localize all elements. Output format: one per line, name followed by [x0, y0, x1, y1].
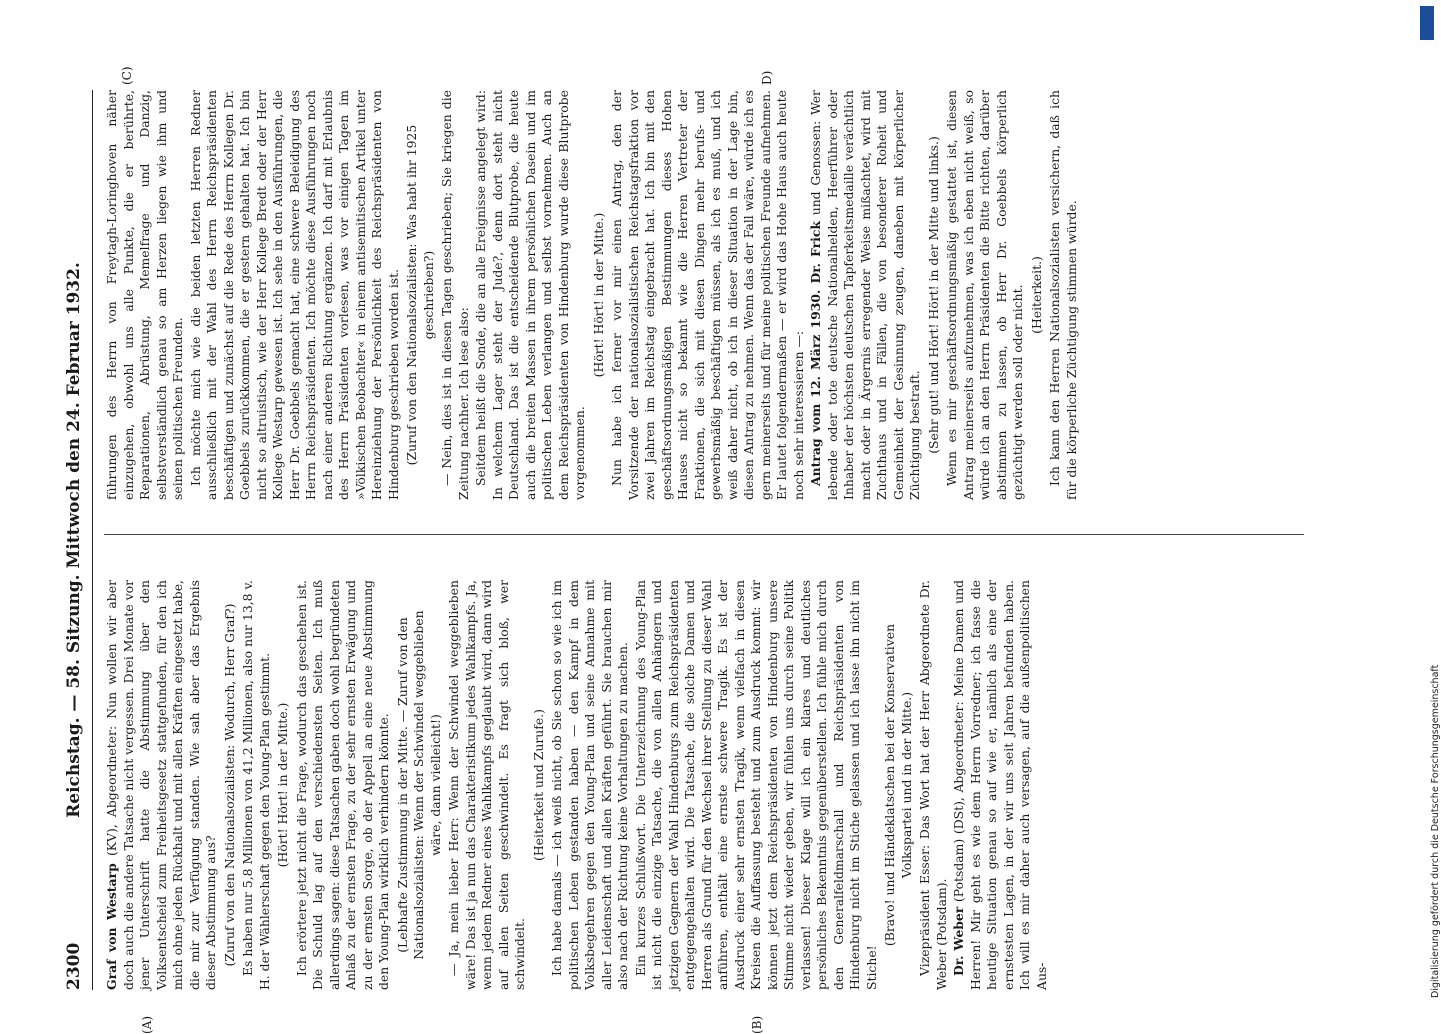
paragraph: [188, 90, 403, 500]
margin-mark-a: (A): [140, 1015, 154, 1034]
speaker-name: Dr. Weber: [951, 906, 966, 976]
page-number: 2300: [64, 942, 84, 990]
paragraph: [549, 580, 632, 990]
interjection: [591, 108, 608, 482]
paragraph-text: Ein kurzes Schlußwort. Die Unterzeichnung des Young-Plan ist nicht die einzige Tatsache, die von allen Anhängern und jetzigen Gegnern der Wahl Hindenburgs zum Reichspräsidenten entgegengehalten wird. Die Tatsache, die solche Damen und Herren als Grund für den Wechsel ihrer Stellung zu dieser Wahl anführen, enthält eine ernste schwere Tragik. Es ist der Ausdruck einer sehr ernsten Tragik, wenn vielfach in diesen Kreisen die Auffassung besteht und zum Ausdruck kommt: wir können jetzt dem Reichspräsidenten von Hindenburg unsere Stimme nicht wieder geben, wir fühlen uns durch seine Politik verlassen! Dieser Klage will ich ein klares und deutliches persönliches Bekenntnis gegenüberstellen. Ich fühle mich durch den Generalfeldmarschall und Reichspräsidenten von Hindenburg nicht im Stiche gelassen und ich lasse ihn nicht im Stiche!: [632, 580, 879, 990]
paragraph: [808, 90, 924, 500]
margin-mark-b: (B): [750, 1015, 764, 1034]
paragraph: [104, 90, 187, 500]
paragraph: [473, 90, 589, 500]
paragraph: [951, 580, 1050, 990]
paragraph: [944, 90, 1027, 500]
paragraph-text: Nun habe ich ferner vor mir einen Antrag, den der Vorsitzende der nationalsozialistischen Reichstagsfraktion vor zwei Jahren im Reichstag eingebracht hat. Ich bin mit den geschäftsordnungsmäßigen Bestimmungen dieses Hohen Hauses nicht so bekannt wie die Herren Vertreter der Fraktionen, die sich mit diesen Dingen mehr berufs- und gewerbsmäßig beschäftigen müssen, als ich es muß, und ich weiß daher nicht, ob ich in dieser Situation in der Lage bin, diesen Antrag zu nehmen. Wenn das der Fall wäre, würde ich es gern meinerseits und für meine politischen Freunde aufnehmen. Er lautet folgendermaßen — er wird das Hohe Haus auch heute noch sehr interessieren —:: [609, 90, 806, 500]
paragraph: [446, 580, 529, 990]
paragraph-text: Vizepräsident Esser: Das Wort hat der Herr Abgeordnete Dr. Weber (Potsdam).: [917, 580, 949, 990]
paragraph-text: Ich habe damals — ich weiß nicht, ob Sie schon so wie ich im politischen Leben gestanden haben — den Kampf in dem Volksbegehren gegen den Young-Plan und seine Annahme mit aller Leidenschaft und allen Kräften geführt. Sie brauchen mir also nach der Richtung keine Vorhaltungen zu machen.: [549, 580, 630, 990]
interjection: [275, 598, 292, 972]
paragraph-text: Wenn es mir geschäftsordnungsmäßig gestattet ist, diesen Antrag meinerseits aufzunehmen, was ich eben nicht weiß, so würde ich an den Herrn Präsidenten die Bitte richten, darüber abstimmen zu lassen, ob Herr Dr. Goebbels körperlich gezüchtigt werden soll oder nicht.: [944, 90, 1025, 500]
paragraph: [294, 580, 393, 990]
paragraph-text: Ich erörtere jetzt nicht die Frage, wodurch das geschehen ist. Die Schuld lag auf den verschiedensten Seiten. Ich muß allerdings sagen: diese Tatsachen gaben doch wohl begründeten Anlaß zu der ernsten Frage, zu der sehr ernsten Erwägung und zu der ernsten Sorge, ob der Appell an eine neue Abstimmung den Young-Plan wirklich verhindern könnte.: [293, 580, 391, 990]
margin-mark-d: D): [760, 70, 774, 85]
paragraph: [104, 580, 220, 990]
paragraph-text: — Nein, dies ist in diesen Tagen geschrieben; Sie kriegen die Zeitung nachher. Ich lese also:: [439, 90, 471, 500]
paragraph-text: (Sehr gut! und Hört! Hört! in der Mitte und links.): [925, 136, 941, 454]
right-column: [104, 90, 1081, 500]
interjection: [926, 108, 943, 482]
interjection: [531, 598, 548, 972]
paragraph-text: (KV), Abgeordneter: Nun wollen wir aber doch auch die andere Tatsache nicht vergessen. Drei Monate vor jener Unterschrift hatte die Abstimmung über den Volksentscheid zum Freiheitsgesetz stattgefunden, für den ich mich ohne jeden Rückhalt und mit allen Kräften eingesetzt habe, die mir zur Verfügung standen. Wie sah aber das Ergebnis dieser Abstimmung aus?: [104, 580, 218, 990]
paragraph-text: Es haben nur 5,8 Millionen von 41,2 Millionen, also nur 13,8 v. H. der Wählerschaft gegen den Young-Plan gestimmt.: [240, 580, 272, 990]
paragraph-text: — Ja, mein lieber Herr: Wenn der Schwindel weggeblieben wäre! Das ist ja nun das Charakteristikum jedes Wahlkampfs. Ja, wenn jedem Redner eines Wahlkampfs geglaubt wird, dann wird auf allen Seiten geschwindelt. Es fragt sich bloß, wer schwindelt.: [446, 580, 527, 990]
paragraph-text: Seitdem heißt die Sonde, die an alle Ereignisse angelegt wird: In welchem Lager steht der Jude?, denn dort steht nicht Deutschland. Das ist die entscheidende Blutprobe, die heute auch die breiten Massen in ihrem persönlichen Dasein und im politischen Leben verlangen und selbst vornehmen. Auch an dem Reichspräsidenten von Hindenburg wurde diese Blutprobe vorgenommen.: [473, 90, 587, 500]
paragraph: [439, 90, 472, 500]
paragraph-text: (Lebhafte Zustimmung in der Mitte. — Zuruf von den Nationalsozialisten: Wenn der Schwindel weggeblieben wäre, dann vielleicht!): [394, 610, 443, 960]
interjection: [882, 598, 915, 972]
paragraph-text: (Zuruf von den Nationalsozialisten: Wodurch, Herr Graf?): [221, 603, 237, 967]
speaker-name: Graf von Westarp: [104, 863, 119, 990]
paragraph-text: (Bravo! und Händeklatschen bei der Konservativen Volkspartei und in der Mitte.): [882, 623, 914, 947]
left-column: [104, 580, 1051, 990]
paragraph: [917, 580, 950, 990]
column-divider: [104, 534, 1304, 535]
paragraph-text: Ich möchte mich wie die beiden letzten Herren Redner ausschließlich mit der Wahl des Herrn Reichspräsidenten beschäftigen und zunächst auf die Rede des Herrn Kollegen Dr. Goebbels zurückkommen, die er gestern gehalten hat. Ich bin nicht so altruistisch, wie der Herr Kollege Bredt oder der Herr Kollege Westarp gewesen ist. Ich sehe in den Ausführungen, die Herr Dr. Goebbels gemacht hat, eine schwere Beleidigung des Herrn Reichspräsidenten. Ich möchte diese Ausführungen noch nach einer anderen Richtung ergänzen. Ich darf mit Erlaubnis des Herrn Präsidenten vorlesen, was vor einigen Tagen im »Völkischen Beobachter« in einem antisemitischen Artikel unter Hereinziehung der Persönlichkeit des Reichspräsidenten von Hindenburg geschrieben worden ist.: [187, 90, 401, 500]
interjection: [404, 108, 437, 482]
digitization-credit: [1418, 8, 1441, 998]
paragraph-text: (Hört! Hört! in der Mitte.): [590, 212, 606, 378]
paragraph-text: (Potsdam) (DSt), Abgeordneter: Meine Damen und Herren! Mir geht es wie dem Herrn Vorredner; ich fasse die heutige Situation genau so auf wie er, nämlich als eine der ernstesten Lagen, in der wir uns seit Jahren befunden haben. Ich will es mir daher auch versagen, auf die außenpolitischen Aus-: [951, 579, 1049, 990]
paragraph: [1047, 90, 1080, 500]
paragraph-text: und Genossen: Wer lebende oder tote deutsche Nationalhelden, Heerführer oder Inhaber der höchsten deutschen Tapferkeitsmedaille verächtlich macht oder in Ärgernis erregender Weise mißachtet, wird mit Zuchthaus und in Fällen, die von besonderer Roheit und Gemeinheit der Gesinnung zeugen, daneben mit körperlicher Züchtigung bestraft.: [808, 90, 922, 500]
margin-mark-c: (C): [120, 66, 134, 85]
paragraph: [633, 580, 881, 990]
page-title: Reichstag. — 58. Sitzung. Mittwoch den 24. Februar 1932.: [64, 262, 84, 818]
paragraph-text: Ich kann den Herren Nationalsozialisten versichern, daß ich für die körperliche Züchtigung stimmen würde.: [1047, 90, 1079, 500]
interjection: [222, 598, 239, 972]
paragraph-text: (Zuruf von den Nationalsozialisten: Was habt ihr 1925 geschrieben?): [404, 124, 436, 466]
page-header: [60, 90, 93, 990]
interjection: [395, 598, 445, 972]
paragraph-text: (Hört! Hört! in der Mitte.): [275, 702, 290, 868]
credit-text: Digitalisierung gefördert durch die Deutsche Forschungsgemeinschaft: [1430, 664, 1441, 998]
rotated-page: [60, 66, 1330, 1034]
interjection: [1029, 108, 1046, 482]
paragraph-text: (Heiterkeit und Zurufe.): [530, 709, 546, 861]
paragraph: [240, 580, 273, 990]
paragraph: [609, 90, 807, 500]
paragraph-text: führungen des Herrn von Freytagh-Loringhoven näher einzugehen, obwohl uns alle Punkte, die er berührte, Reparationen, Abrüstung, Memelfrage und Danzig, selbstverständlich genau so am Herzen liegen wie ihm und seinen politischen Freunden.: [104, 90, 185, 500]
speaker-name: Antrag vom 12. März 1930. Dr. Frick: [808, 221, 823, 486]
paragraph-text: (Heiterkeit.): [1028, 256, 1044, 334]
